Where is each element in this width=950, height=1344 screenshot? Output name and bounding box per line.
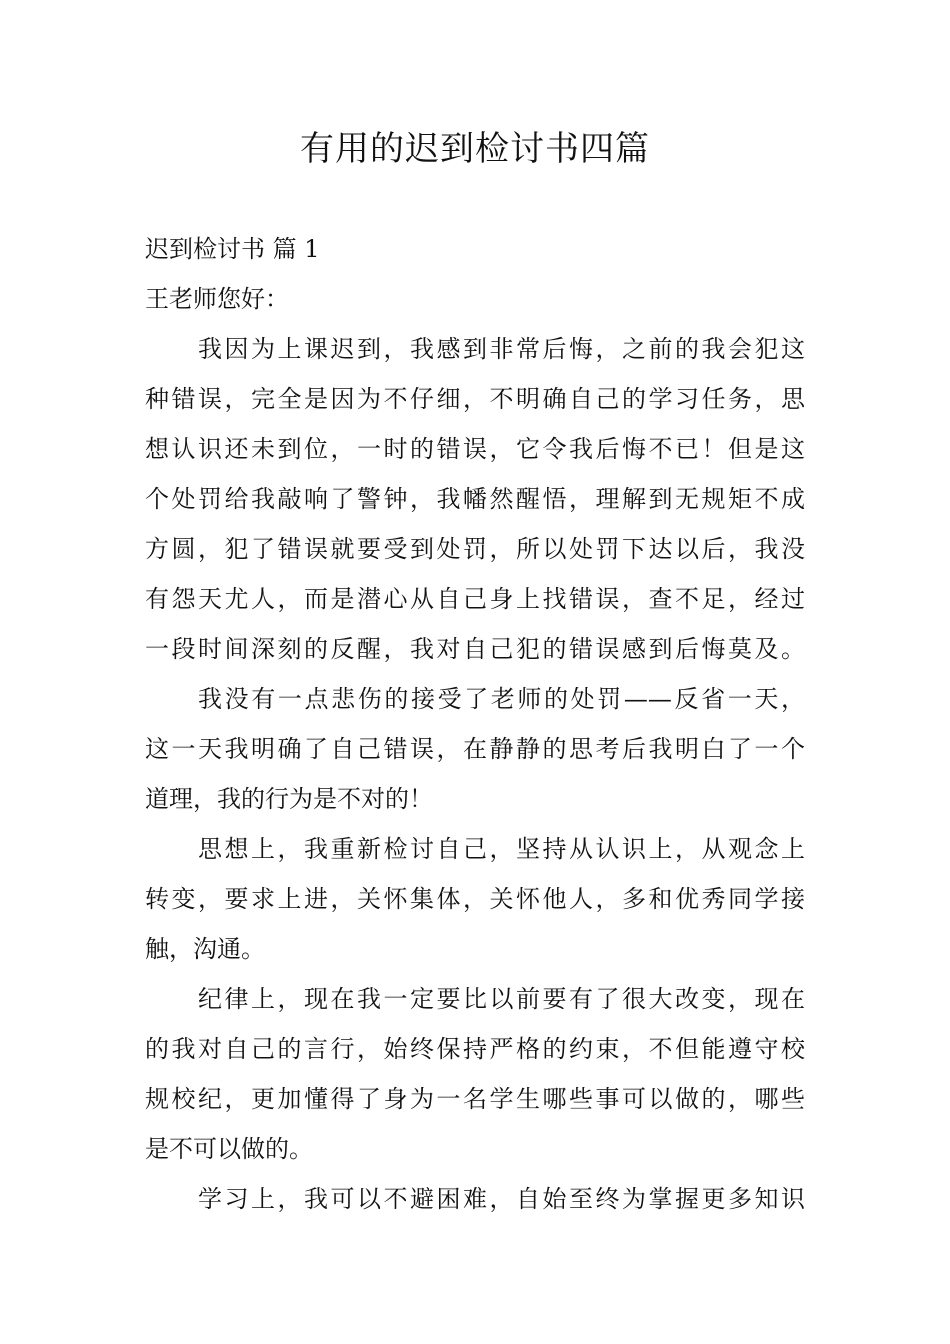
paragraph: [145, 824, 805, 974]
paragraph-line: 我因为上课迟到，我感到非常后悔，之前的我会犯这: [198, 335, 805, 363]
paragraph-line: 思想上，我重新检讨自己，坚持从认识上，从观念上: [198, 835, 805, 863]
paragraph-line: 种错误，完全是因为不仔细，不明确自己的学习任务，思: [145, 385, 805, 413]
paragraph-line: 触，沟通。: [145, 935, 265, 963]
paragraph-line: 有怨天尤人，而是潜心从自己身上找错误，查不足，经过: [145, 585, 805, 613]
paragraph-line: 是不可以做的。: [145, 1135, 313, 1163]
paragraph-line: 方圆，犯了错误就要受到处罚，所以处罚下达以后，我没: [145, 535, 805, 563]
paragraph-line: 个处罚给我敲响了警钟，我幡然醒悟，理解到无规矩不成: [145, 485, 805, 513]
greeting: 王老师您好：: [145, 285, 289, 313]
paragraph-line: 这一天我明确了自己错误，在静静的思考后我明白了一个: [145, 735, 805, 763]
paragraph: [145, 974, 805, 1174]
paragraph-line: 的我对自己的言行，始终保持严格的约束，不但能遵守校: [145, 1035, 805, 1063]
paragraph-line: 一段时间深刻的反醒，我对自己犯的错误感到后悔莫及。: [145, 635, 805, 663]
paragraph-line: 道理，我的行为是不对的！: [145, 785, 433, 813]
section-heading: 迟到检讨书 篇 1: [145, 235, 320, 263]
paragraph-line: 我没有一点悲伤的接受了老师的处罚——反省一天，: [198, 685, 805, 713]
paragraph: [145, 674, 805, 824]
paragraph-line: 纪律上，现在我一定要比以前要有了很大改变，现在: [198, 985, 805, 1013]
document-body: [145, 224, 805, 1224]
paragraph-line: 想认识还未到位，一时的错误，它令我后悔不已！但是这: [145, 435, 805, 463]
paragraph-line: 规校纪，更加懂得了身为一名学生哪些事可以做的，哪些: [145, 1085, 805, 1113]
paragraph: [145, 1174, 805, 1224]
paragraph-line: 转变，要求上进，关怀集体，关怀他人，多和优秀同学接: [145, 885, 805, 913]
paragraph: [145, 324, 805, 674]
document-title: 有用的迟到检讨书四篇: [300, 129, 650, 169]
paragraph-line: 学习上，我可以不避困难，自始至终为掌握更多知识: [198, 1185, 805, 1213]
